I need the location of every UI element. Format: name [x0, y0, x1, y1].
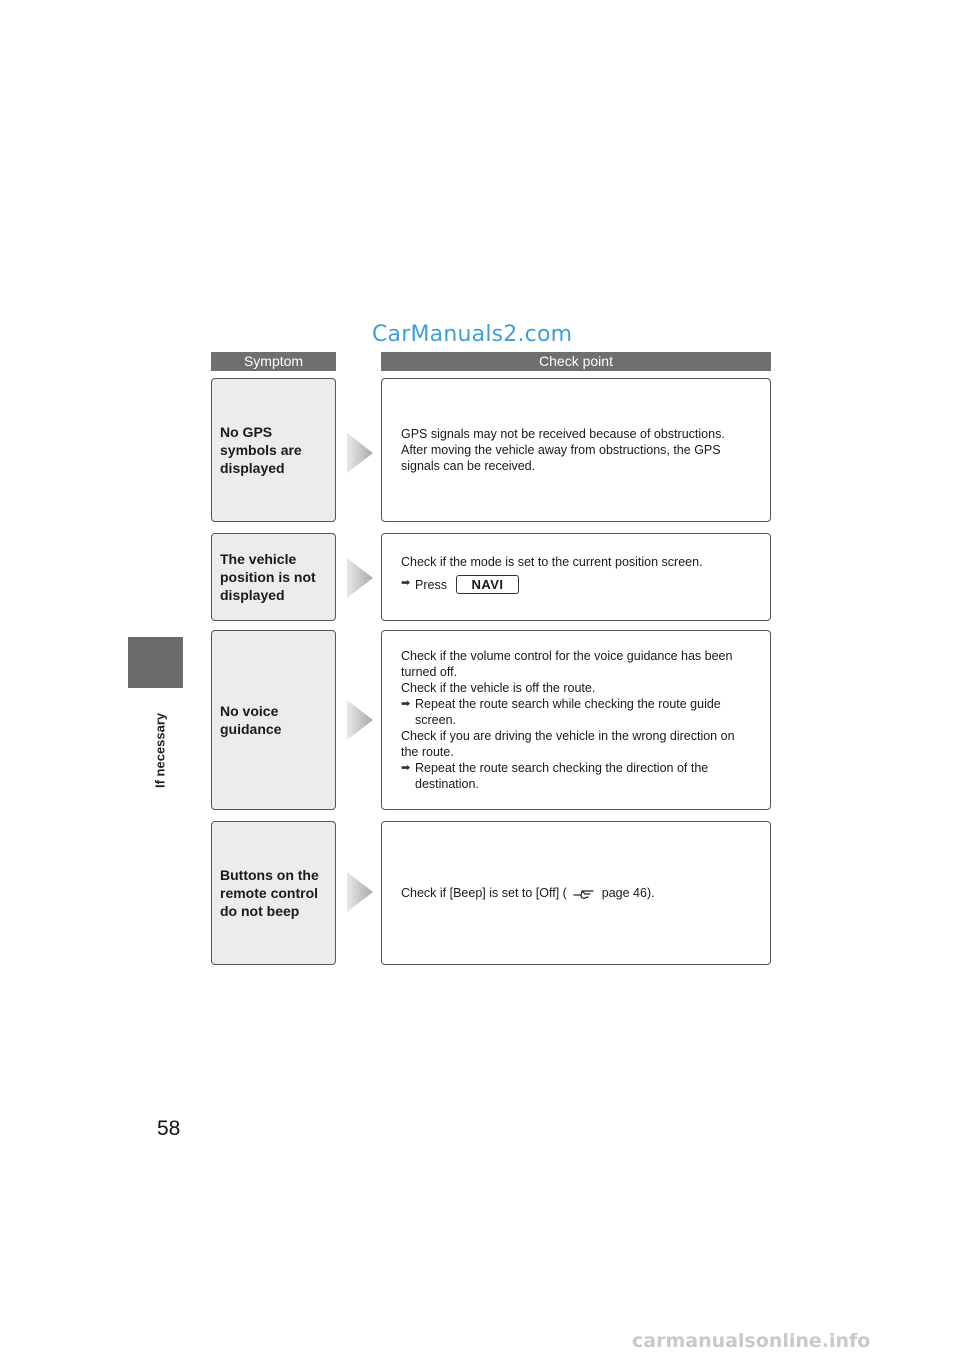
arrow-text: Repeat the route search checking the direction of the destination. [415, 761, 709, 791]
symptom-vehicle-position [211, 533, 336, 621]
symptom-line: displayed [220, 587, 285, 603]
check-line: Check if the mode is set to the current position screen. [401, 555, 703, 569]
check-line: Check if you are driving the vehicle in the wrong direction on [401, 729, 735, 743]
pointing-hand-icon [573, 888, 595, 900]
check-line: turned off. [401, 665, 458, 679]
arrow-text: Repeat the route search while checking the route guide screen. [415, 697, 721, 727]
check-point-no-beep [381, 821, 771, 965]
right-arrow-icon: ➡ [401, 577, 411, 589]
check-line: GPS signals may not be received because of obstructions. [401, 427, 725, 441]
symptom-header: Symptom [211, 352, 336, 371]
symptom-line: The vehicle [220, 551, 297, 567]
arrow-line [401, 760, 760, 792]
symptom-line: No GPS [220, 424, 273, 440]
arrow-line [401, 696, 760, 728]
right-triangle-arrow-icon [347, 700, 373, 740]
right-arrow-icon: ➡ [401, 698, 411, 710]
check-line: Check if the volume control for the voice guidance has been [401, 649, 733, 663]
check-text: Check if [Beep] is set to [Off] ( [401, 886, 567, 900]
navi-button: NAVI [456, 575, 518, 594]
check-line: the route. [401, 745, 454, 759]
symptom-no-gps [211, 378, 336, 522]
beep-check-line [401, 885, 760, 901]
symptom-line: position is not [220, 569, 316, 585]
symptom-line: guidance [220, 721, 282, 737]
symptom-line: Buttons on the [220, 867, 319, 883]
check-point-header: Check point [381, 352, 771, 371]
watermark-carmanualsonline: carmanualsonline.info [632, 1330, 871, 1352]
press-label: Press [415, 578, 447, 592]
symptom-line: remote control [220, 885, 319, 901]
check-line: After moving the vehicle away from obstructions, the GPS [401, 443, 721, 457]
right-triangle-arrow-icon [347, 558, 373, 598]
check-line: signals can be received. [401, 459, 536, 473]
symptom-no-beep [211, 821, 336, 965]
right-triangle-arrow-icon [347, 433, 373, 473]
check-point-vehicle-position [381, 533, 771, 621]
check-point-no-gps [381, 378, 771, 522]
press-navi-line [401, 575, 760, 594]
symptom-line: do not beep [220, 903, 300, 919]
check-point-no-voice [381, 630, 771, 810]
page-number: 58 [157, 1117, 181, 1140]
right-arrow-icon: ➡ [401, 762, 411, 774]
section-tab [128, 637, 183, 688]
symptom-no-voice [211, 630, 336, 810]
symptom-line: symbols are [220, 442, 302, 458]
symptom-line: displayed [220, 460, 285, 476]
check-line: Check if the vehicle is off the route. [401, 681, 596, 695]
symptom-line: No voice [220, 703, 279, 719]
right-triangle-arrow-icon [347, 872, 373, 912]
check-text: page 46). [601, 886, 655, 900]
watermark-carmanuals2: CarManuals2.com [372, 322, 573, 347]
section-label: If necessary [152, 712, 168, 788]
